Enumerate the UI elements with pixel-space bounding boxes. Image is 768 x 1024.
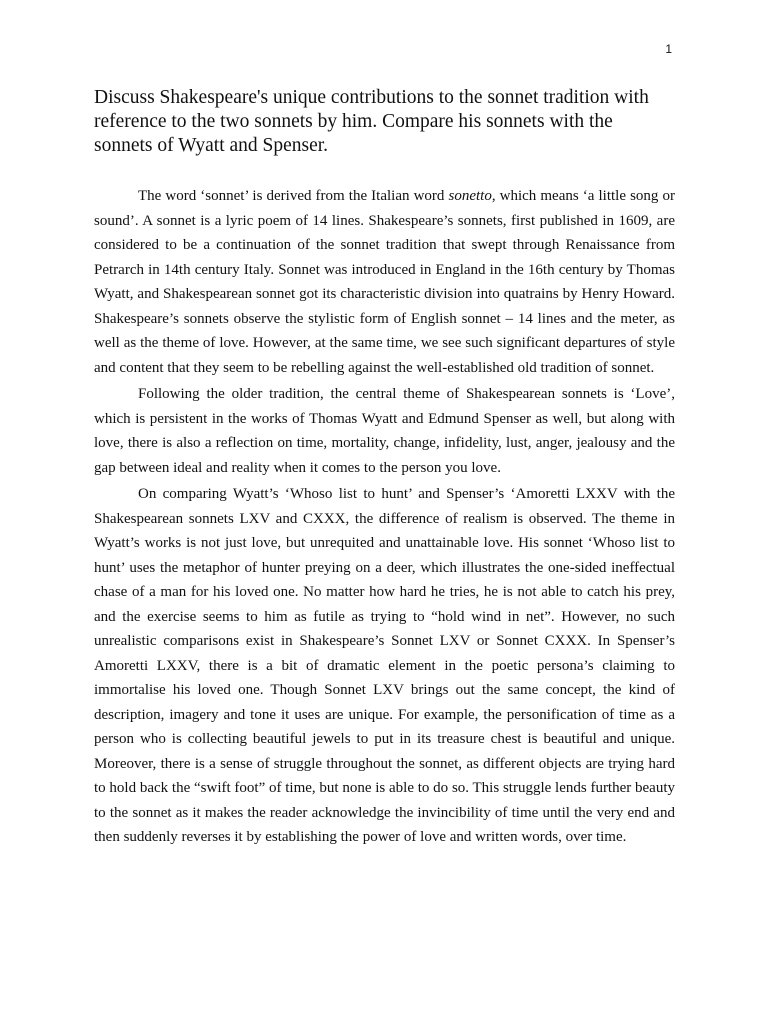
italic-term-sonetto: sonetto xyxy=(448,188,492,204)
essay-question-title: Discuss Shakespeare's unique contributions to the sonnet tradition with reference to the two sonnets by him. Compare his sonnets with the sonnets of Wyatt and Spenser. xyxy=(94,87,649,156)
paragraph-1 xyxy=(94,184,675,380)
document-body xyxy=(94,86,675,850)
paragraph-1-text-b: , which means ‘a little song or sound’. A sonnet is a lyric poem of 14 lines. Shakespeare’s sonnets, first published in 1609, are considered to be a continuation of the sonnet tradition that swept through Renaissance from Petrarch in 14th century Italy. Sonnet was introduced in England in the 16th century by Thomas Wyatt, and Shakespearean sonnet got its characteristic division into quatrains by Henry Howard. Shakespeare’s sonnets observe the stylistic form of English sonnet – 14 lines and the meter, as well as the theme of love. However, at the same time, we see such significant departures of style and content that they seem to be rebelling against the well-established old tradition of sonnet. xyxy=(94,188,675,376)
page-number: 1 xyxy=(665,42,672,56)
paragraph-2: Following the older tradition, the central theme of Shakespearean sonnets is ‘Love’, which is persistent in the works of Thomas Wyatt and Edmund Spenser as well, but along with love, there is also a reflection on time, mortality, change, infidelity, lust, anger, jealousy and the gap between ideal and reality when it comes to the person you love. xyxy=(94,386,675,476)
paragraph-3: On comparing Wyatt’s ‘Whoso list to hunt’ and Spenser’s ‘Amoretti LXXV with the Shakespearean sonnets LXV and CXXX, the difference of realism is observed. The theme in Wyatt’s works is not just love, but unrequited and unattainable love. His sonnet ‘Whoso list to hunt’ uses the metaphor of hunter preying on a deer, which illustrates the one-sided ineffectual chase of a man for his loved one. No matter how hard he tries, he is not able to catch his prey, and the exercise seems to him as futile as trying to “hold wind in net”. However, no such unrealistic comparisons exist in Shakespeare’s Sonnet LXV or Sonnet CXXX. In Spenser’s Amoretti LXXV, there is a bit of dramatic element in the poetic persona’s claiming to immortalise his loved one. Though Sonnet LXV brings out the same concept, the kind of description, imagery and tone it uses are unique. For example, the personification of time as a person who is collecting beautiful jewels to put in its treasure chest is beautiful and unique. Moreover, there is a sense of struggle throughout the sonnet, as different objects are trying hard to hold back the “swift foot” of time, but none is able to do so. This struggle lends further beauty to the sonnet as it makes the reader acknowledge the invincibility of time until the very end and then suddenly reverses it by establishing the power of love and written words, over time. xyxy=(94,486,675,845)
paragraph-1-text-a: The word ‘sonnet’ is derived from the Italian word xyxy=(138,188,449,204)
